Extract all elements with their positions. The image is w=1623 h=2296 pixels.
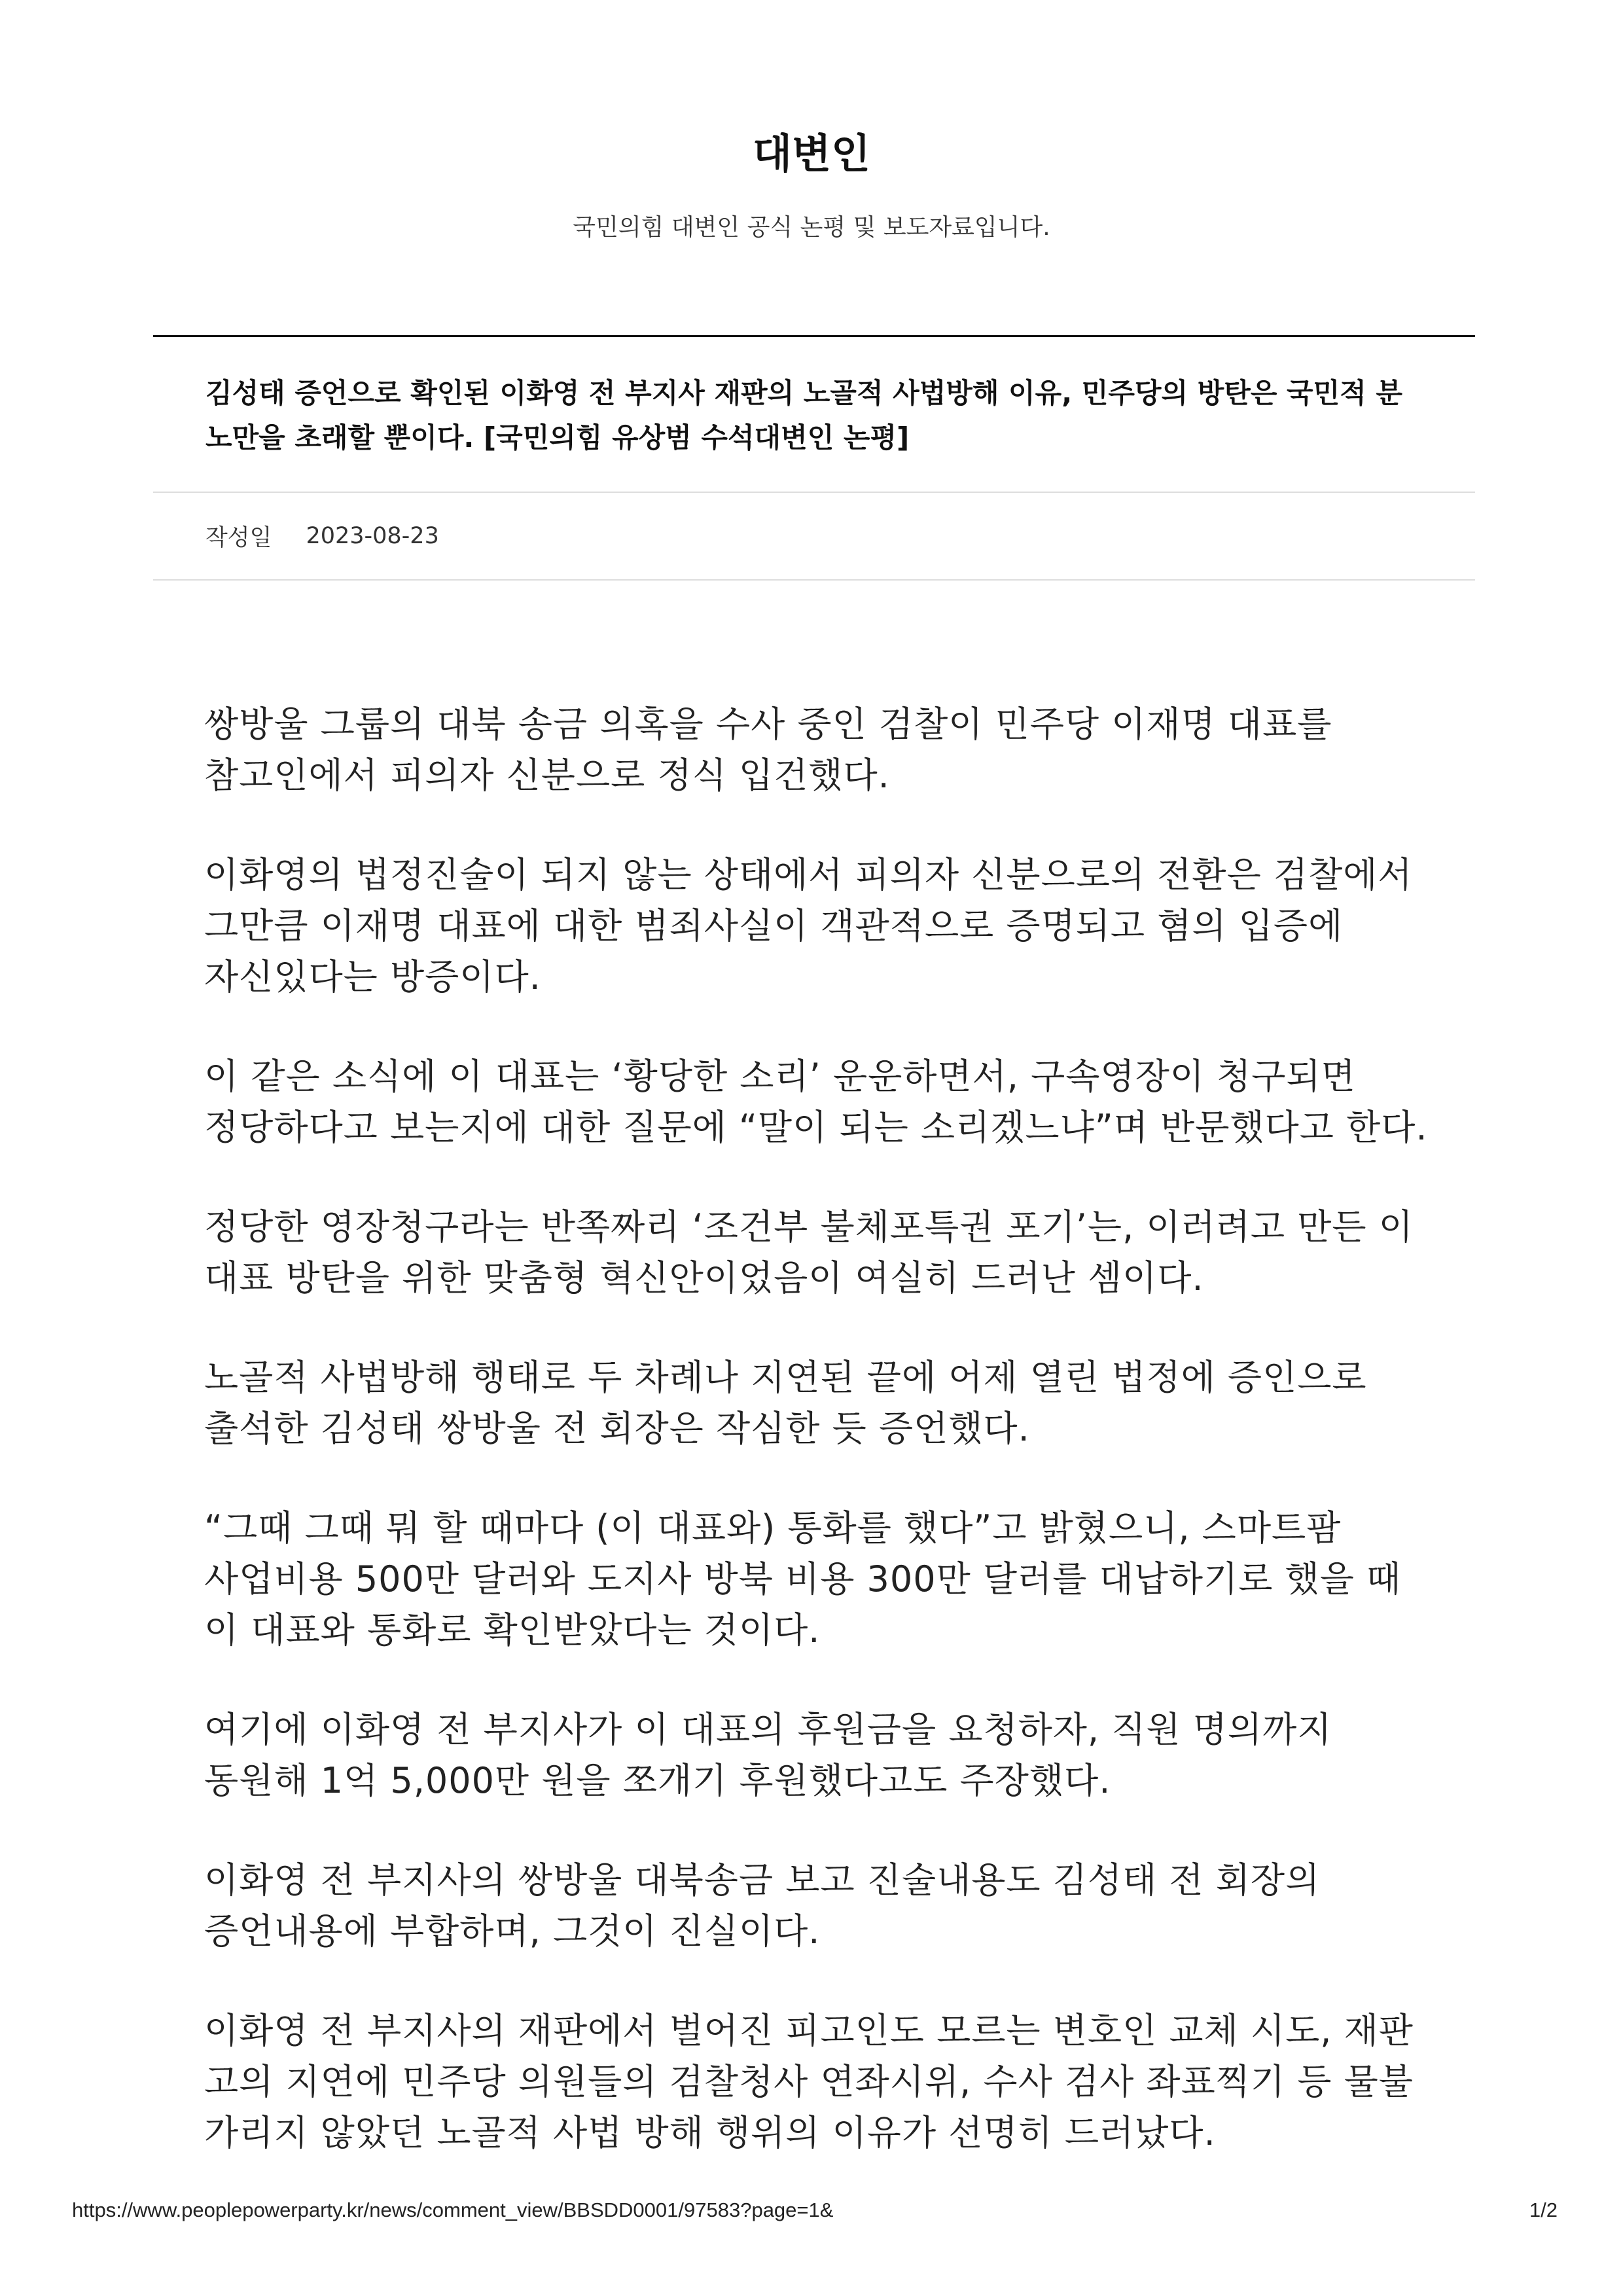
- date-label: 작성일: [205, 525, 272, 551]
- body-paragraph: 이 같은 소식에 이 대표는 ‘황당한 소리’ 운운하면서, 구속영장이 청구되면 정당하다고 보는지에 대한 질문에 “말이 되는 소리겠느냐”며 반문했다고 한다.: [204, 1056, 1428, 1148]
- page-title: 대변인: [753, 130, 870, 177]
- print-footer: [72, 2194, 1558, 2227]
- body-paragraph: 노골적 사법방해 행태로 두 차례나 지연된 끝에 어제 열린 법정에 증인으로 출석한 김성태 쌍방울 전 회장은 작심한 듯 증언했다.: [204, 1357, 1367, 1449]
- page-subtitle: 국민의힘 대변인 공식 논평 및 보도자료입니다.: [573, 214, 1050, 241]
- body-paragraph: 여기에 이화영 전 부지사가 이 대표의 후원금을 요청하자, 직원 명의까지 동원해 1억 5,000만 원을 쪼개기 후원했다고도 주장했다.: [204, 1709, 1332, 1801]
- article-header: [153, 335, 1475, 581]
- body-paragraph: 이화영 전 부지사의 쌍방울 대북송금 보고 진술내용도 김성태 전 회장의 증언내용에 부합하며, 그것이 진실이다.: [204, 1859, 1321, 1952]
- article-body: [204, 699, 1435, 2207]
- body-paragraph: 이화영 전 부지사의 재판에서 벌어진 피고인도 모르는 변호인 교체 시도, 재판 고의 지연에 민주당 의원들의 검찰청사 연좌시위, 수사 검사 좌표찍기 등 물불 가리지 않았던 노골적 사법 방해 행위의 이유가 선명히 드러났다.: [204, 2010, 1414, 2153]
- page-url: https://www.peoplepowerparty.kr/news/comment_view/BBSDD0001/97583?page=1&: [72, 2198, 834, 2221]
- article-title: 김성태 증언으로 확인된 이화영 전 부지사 재판의 노골적 사법방해 이유, 민주당의 방탄은 국민적 분노만을 초래할 뿐이다. [국민의힘 유상범 수석대변인 논평]: [205, 377, 1402, 454]
- article-date: 2023-08-23: [306, 523, 439, 549]
- site-header: [0, 124, 1623, 245]
- body-paragraph: 정당한 영장청구라는 반쪽짜리 ‘조건부 불체포특권 포기’는, 이러려고 만든 이 대표 방탄을 위한 맞춤형 혁신안이었음이 여실히 드러난 셈이다.: [204, 1206, 1414, 1299]
- page-number: 1/2: [1529, 2198, 1558, 2221]
- body-paragraph: 이화영의 법정진술이 되지 않는 상태에서 피의자 신분으로의 전환은 검찰에서 그만큼 이재명 대표에 대한 범죄사실이 객관적으로 증명되고 혐의 입증에 자신있다는 방증이다.: [204, 854, 1413, 997]
- body-paragraph: “그때 그때 뭐 할 때마다 (이 대표와) 통화를 했다”고 밝혔으니, 스마트팜 사업비용 500만 달러와 도지사 방북 비용 300만 달러를 대납하기로 했을 때 이 대표와 통화로 확인받았다는 것이다.: [204, 1507, 1402, 1651]
- article-meta: [153, 493, 1475, 579]
- divider: [153, 579, 1475, 581]
- body-paragraph: 쌍방울 그룹의 대북 송금 의혹을 수사 중인 검찰이 민주당 이재명 대표를 참고인에서 피의자 신분으로 정식 입건했다.: [204, 704, 1332, 796]
